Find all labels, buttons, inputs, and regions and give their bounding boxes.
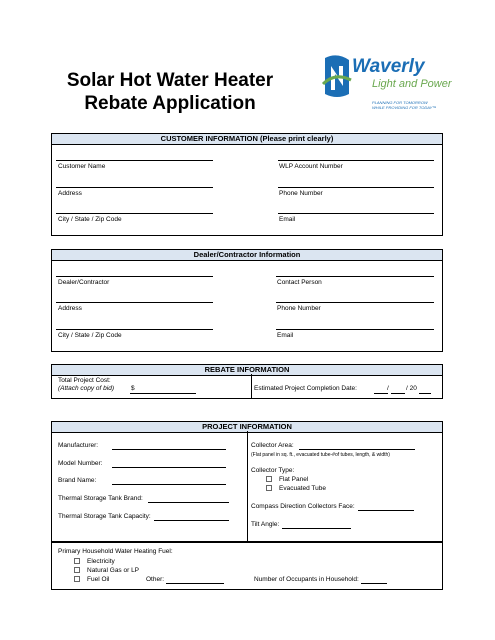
customer-city-field[interactable]	[56, 213, 213, 214]
oil-label: Fuel Oil	[87, 576, 110, 583]
occupants-field[interactable]	[361, 583, 387, 584]
dealer-contact-label: Contact Person	[277, 279, 322, 286]
total-cost-label: Total Project Cost:	[58, 377, 111, 384]
gas-checkbox[interactable]	[74, 567, 80, 573]
dealer-address-field[interactable]	[56, 302, 213, 303]
compass-label: Compass Direction Collectors Face:	[251, 503, 355, 510]
evacuated-tube-checkbox[interactable]	[266, 485, 272, 491]
evacuated-tube-label: Evacuated Tube	[279, 485, 326, 492]
electricity-checkbox[interactable]	[74, 558, 80, 564]
customer-phone-field[interactable]	[278, 187, 434, 188]
dealer-name-field[interactable]	[56, 276, 213, 277]
logo-tagline-1: PLANNING FOR TOMORROW	[372, 100, 428, 105]
customer-city-label: City / State / Zip Code	[58, 216, 122, 223]
flat-panel-label: Flat Panel	[279, 476, 309, 483]
dealer-contact-field[interactable]	[276, 276, 434, 277]
tank-capacity-field[interactable]	[154, 520, 229, 521]
customer-address-label: Address	[58, 190, 82, 197]
dealer-email-label: Email	[277, 332, 294, 339]
logo-name: Waverly	[352, 56, 425, 77]
fuel-option-oil[interactable]	[74, 576, 109, 584]
dealer-phone-field[interactable]	[276, 302, 434, 303]
gas-label: Natural Gas or LP	[87, 567, 140, 574]
customer-header: CUSTOMER INFORMATION (Please print clearly)	[52, 134, 442, 145]
manufacturer-label: Manufacturer:	[58, 442, 99, 449]
tank-capacity-label: Thermal Storage Tank Capacity:	[58, 513, 151, 520]
account-number-field[interactable]	[278, 160, 434, 161]
manufacturer-field[interactable]	[112, 449, 226, 450]
fuel-label: Primary Household Water Heating Fuel:	[58, 548, 173, 555]
dealer-city-field[interactable]	[56, 329, 213, 330]
dealer-phone-label: Phone Number	[277, 305, 321, 312]
completion-year-field[interactable]	[419, 393, 431, 394]
dollar-sign: $	[131, 385, 135, 392]
other-field[interactable]	[166, 583, 224, 584]
bid-note: (Attach copy of bid)	[58, 385, 114, 392]
customer-name-field[interactable]	[56, 160, 213, 161]
logo-subname: Light and Power	[372, 78, 452, 90]
model-label: Model Number:	[58, 460, 103, 467]
tank-brand-label: Thermal Storage Tank Brand:	[58, 495, 143, 502]
flat-panel-checkbox[interactable]	[266, 476, 272, 482]
fuel-option-gas[interactable]	[74, 567, 139, 575]
project-header: PROJECT INFORMATION	[52, 422, 442, 433]
logo-tagline-2: WHILE PROVIDING FOR TODAY™	[372, 105, 437, 110]
electricity-label: Electricity	[87, 558, 115, 565]
collector-area-field[interactable]	[299, 449, 415, 450]
completion-date-label: Estimated Project Completion Date:	[254, 385, 357, 392]
customer-phone-label: Phone Number	[279, 190, 323, 197]
dealer-city-label: City / State / Zip Code	[58, 332, 122, 339]
account-number-label: WLP Account Number	[279, 163, 343, 170]
evacuated-tube-option[interactable]	[266, 485, 326, 493]
customer-address-field[interactable]	[56, 187, 213, 188]
customer-email-label: Email	[279, 216, 296, 223]
tank-brand-field[interactable]	[148, 502, 229, 503]
tilt-field[interactable]	[282, 528, 351, 529]
tilt-label: Tilt Angle:	[251, 521, 280, 528]
customer-email-field[interactable]	[278, 213, 434, 214]
brand-field[interactable]	[112, 484, 226, 485]
date-separator: /	[387, 385, 389, 392]
rebate-divider	[251, 374, 252, 399]
occupants-label: Number of Occupants in Household:	[254, 576, 359, 583]
compass-field[interactable]	[358, 510, 414, 511]
dealer-email-field[interactable]	[276, 329, 434, 330]
completion-day-field[interactable]	[391, 393, 405, 394]
dealer-name-label: Dealer/Contractor	[58, 279, 110, 286]
model-field[interactable]	[112, 467, 226, 468]
flat-panel-option[interactable]	[266, 476, 308, 484]
other-label: Other:	[146, 576, 165, 583]
page-title-line1: Solar Hot Water Heater	[66, 70, 274, 91]
waverly-logo-icon	[321, 54, 353, 100]
collector-type-label: Collector Type:	[251, 467, 295, 474]
collector-area-label: Collector Area:	[251, 442, 294, 449]
year-prefix: / 20	[406, 385, 417, 392]
completion-month-field[interactable]	[374, 393, 388, 394]
oil-checkbox[interactable]	[74, 576, 80, 582]
dealer-address-label: Address	[58, 305, 82, 312]
page-title-line2: Rebate Application	[84, 93, 256, 114]
collector-area-note: (Flat panel in sq. ft., evacuated tube-#of tubes, length, & width)	[251, 452, 390, 458]
dealer-header: Dealer/Contractor Information	[52, 250, 442, 261]
customer-name-label: Customer Name	[58, 163, 106, 170]
total-cost-field[interactable]	[130, 393, 196, 394]
rebate-header: REBATE INFORMATION	[52, 365, 442, 376]
project-divider	[247, 431, 248, 542]
brand-label: Brand Name:	[58, 477, 97, 484]
fuel-option-electricity[interactable]	[74, 558, 115, 566]
